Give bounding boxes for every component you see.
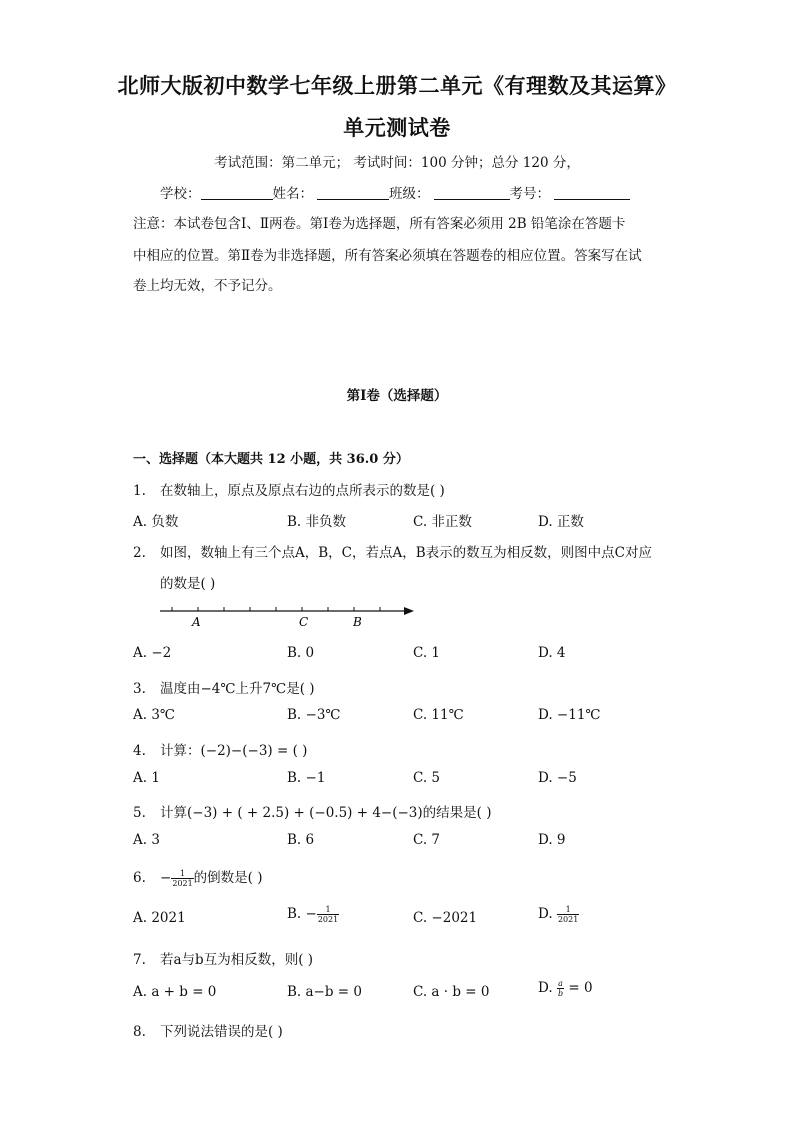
question-1 xyxy=(133,479,445,499)
fraction: $\frac{1}{2021}$ xyxy=(317,905,339,924)
option-c[interactable]: C. −2021 xyxy=(413,910,478,926)
number-label: 考号： xyxy=(509,186,550,202)
section-title: 第Ⅰ卷（选择题） xyxy=(346,388,448,404)
question-number: 8. xyxy=(133,1024,146,1040)
question-number: 3. xyxy=(133,681,146,697)
question-text: 若a与b互为相反数，则( ) xyxy=(160,952,314,968)
exam-title-line2: 单元测试卷 xyxy=(343,115,451,140)
point-b-label: B xyxy=(353,615,362,629)
question-number: 4. xyxy=(133,743,146,759)
question-text: 温度由−4℃上升7℃是( ) xyxy=(160,681,315,697)
option-c[interactable]: C. 11℃ xyxy=(413,707,464,723)
question-8 xyxy=(133,1020,283,1040)
option-b[interactable]: B. a−b = 0 xyxy=(287,984,362,1000)
option-c[interactable]: C. a · b = 0 xyxy=(413,984,490,1000)
point-c-label: C xyxy=(299,615,309,629)
question-text: 下列说法错误的是( ) xyxy=(160,1024,283,1040)
option-a[interactable]: A. 负数 xyxy=(133,514,179,530)
fraction: $\frac{1}{2021}$ xyxy=(172,869,193,888)
school-field[interactable] xyxy=(201,185,273,200)
question-5 xyxy=(133,801,492,821)
option-a[interactable]: A. 2021 xyxy=(133,910,186,926)
option-b[interactable]: B. −3℃ xyxy=(287,707,341,723)
question-number: 5. xyxy=(133,805,146,821)
option-d[interactable]: D. 4 xyxy=(538,645,566,661)
question-2 xyxy=(133,541,652,561)
question-2-text-cont: 的数是( ) xyxy=(160,576,216,592)
option-d[interactable]: D. 正数 xyxy=(538,514,584,530)
question-6 xyxy=(133,866,263,888)
fraction: $\frac{1}{2021}$ xyxy=(557,905,579,924)
option-d[interactable]: D. −5 xyxy=(538,770,577,786)
option-a[interactable]: A. a + b = 0 xyxy=(133,984,217,1000)
option-b[interactable]: B. − $\frac{1}{2021}$ xyxy=(287,905,339,924)
option-b[interactable]: B. 0 xyxy=(287,645,315,661)
question-text: 如图，数轴上有三个点A，B，C，若点A，B表示的数互为相反数，则图中点C对应 xyxy=(160,545,652,561)
question-number: 6. xyxy=(133,870,146,886)
fraction: $\frac{a}{b}$ xyxy=(557,979,564,998)
option-a[interactable]: A. 3 xyxy=(133,832,160,848)
class-label: 班级： xyxy=(389,186,430,202)
option-d[interactable]: D. $\frac{a}{b}$ = 0 xyxy=(538,979,593,998)
notice-line-2: 中相应的位置。第Ⅱ卷为非选择题，所有答案必须填在答题卷的相应位置。答案写在试 xyxy=(133,248,642,264)
question-text: 计算(−3) + ( + 2.5) + (−0.5) + 4−(−3)的结果是( ) xyxy=(160,805,492,821)
option-c[interactable]: C. 7 xyxy=(413,832,441,848)
number-line-figure xyxy=(158,600,418,632)
option-b[interactable]: B. 非负数 xyxy=(287,514,347,530)
option-b[interactable]: B. −1 xyxy=(287,770,326,786)
name-field[interactable] xyxy=(317,185,389,200)
question-4 xyxy=(133,739,307,759)
option-d[interactable]: D. 9 xyxy=(538,832,566,848)
question-number: 2. xyxy=(133,545,146,561)
point-a-label: A xyxy=(192,615,201,629)
part-heading: 一、选择题（本大题共 12 小题，共 36.0 分） xyxy=(133,452,409,467)
question-text: 计算：(−2)−(−3) = ( ) xyxy=(160,743,308,759)
school-label: 学校： xyxy=(160,186,201,202)
question-text: 的倒数是( ) xyxy=(193,870,263,886)
number-field[interactable] xyxy=(554,185,630,200)
option-a[interactable]: A. 1 xyxy=(133,770,160,786)
option-a[interactable]: A. −2 xyxy=(133,645,172,661)
option-a[interactable]: A. 3℃ xyxy=(133,707,176,723)
question-number: 7. xyxy=(133,952,146,968)
notice-line-3: 卷上均无效，不予记分。 xyxy=(133,278,282,294)
student-info-row xyxy=(160,182,690,202)
notice-line-1: 注意：本试卷包含Ⅰ、Ⅱ两卷。第Ⅰ卷为选择题，所有答案必须用 2B 铅笔涂在答题卡 xyxy=(133,216,626,232)
option-b[interactable]: B. 6 xyxy=(287,832,315,848)
question-3 xyxy=(133,677,315,697)
question-text-prefix: − xyxy=(160,870,172,886)
option-c[interactable]: C. 1 xyxy=(413,645,441,661)
question-7 xyxy=(133,948,313,968)
name-label: 姓名： xyxy=(272,186,313,202)
option-c[interactable]: C. 5 xyxy=(413,770,441,786)
option-c[interactable]: C. 非正数 xyxy=(413,514,472,530)
question-number: 1. xyxy=(133,483,146,499)
exam-info: 考试范围：第二单元； 考试时间：100 分钟；总分 120 分， xyxy=(214,155,580,171)
question-text: 在数轴上，原点及原点右边的点所表示的数是( ) xyxy=(160,483,445,499)
exam-title-line1: 北师大版初中数学七年级上册第二单元《有理数及其运算》 xyxy=(117,73,677,98)
option-d[interactable]: D. $\frac{1}{2021}$ xyxy=(538,905,579,924)
arrow-head-icon xyxy=(404,607,414,615)
class-field[interactable] xyxy=(434,185,510,200)
option-d[interactable]: D. −11℃ xyxy=(538,707,601,723)
